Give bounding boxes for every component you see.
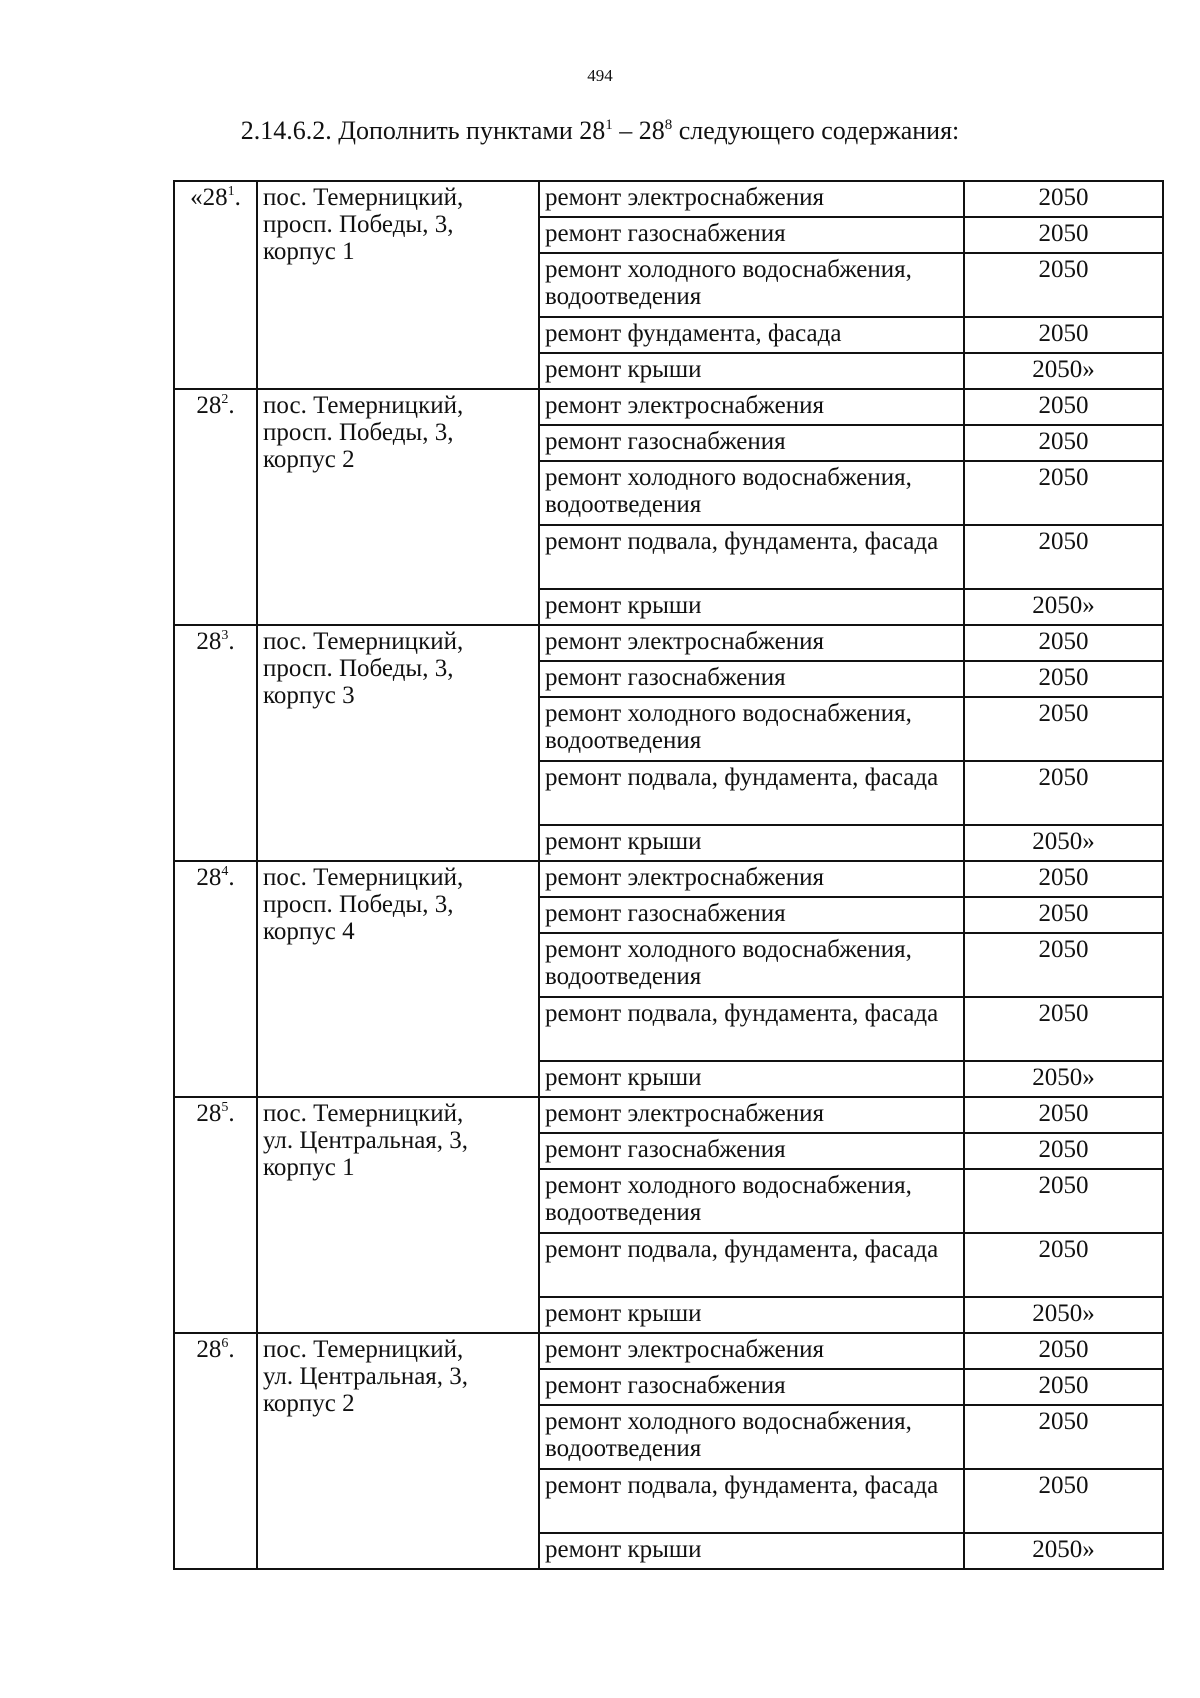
year-cell: 2050»	[964, 1061, 1163, 1097]
work-type-cell: ремонт электроснабжения	[539, 1333, 964, 1369]
work-type-cell: ремонт крыши	[539, 1061, 964, 1097]
work-type-cell: ремонт подвала, фундамента, фасада	[539, 761, 964, 825]
heading-sup-to: 8	[664, 117, 673, 133]
item-number: 28	[196, 864, 222, 891]
repair-schedule-table	[173, 180, 1164, 1570]
item-number-cell	[174, 625, 257, 861]
year-cell: 2050	[964, 1233, 1163, 1297]
item-number-cell	[174, 389, 257, 625]
work-type-cell: ремонт электроснабжения	[539, 625, 964, 661]
item-number-dot: .	[228, 392, 235, 419]
year-cell: 2050	[964, 1405, 1163, 1469]
work-type-cell: ремонт холодного водоснабжения, водоотведения	[539, 933, 964, 997]
work-type-cell: ремонт газоснабжения	[539, 661, 964, 697]
table-row	[174, 1333, 1163, 1369]
year-cell: 2050	[964, 933, 1163, 997]
year-cell: 2050	[964, 697, 1163, 761]
work-type-cell: ремонт газоснабжения	[539, 897, 964, 933]
work-type-cell: ремонт холодного водоснабжения, водоотведения	[539, 461, 964, 525]
year-cell: 2050	[964, 317, 1163, 353]
year-cell: 2050	[964, 461, 1163, 525]
item-number-superscript: 3	[221, 628, 229, 643]
year-cell: 2050	[964, 181, 1163, 217]
address-line: пос. Темерницкий,	[263, 864, 464, 891]
heading-suffix: следующего содержания:	[672, 116, 960, 145]
year-cell: 2050	[964, 761, 1163, 825]
item-number-superscript: 6	[221, 1336, 229, 1351]
address-line: пос. Темерницкий,	[263, 392, 464, 419]
year-cell: 2050	[964, 1169, 1163, 1233]
address-line: пос. Темерницкий,	[263, 184, 464, 211]
year-cell: 2050	[964, 625, 1163, 661]
year-cell: 2050»	[964, 825, 1163, 861]
item-number-cell	[174, 1333, 257, 1569]
work-type-cell: ремонт электроснабжения	[539, 181, 964, 217]
work-type-cell: ремонт подвала, фундамента, фасада	[539, 997, 964, 1061]
item-number-superscript: 2	[221, 392, 229, 407]
work-type-cell: ремонт газоснабжения	[539, 425, 964, 461]
year-cell: 2050	[964, 1333, 1163, 1369]
work-type-cell: ремонт холодного водоснабжения, водоотведения	[539, 1169, 964, 1233]
year-cell: 2050	[964, 389, 1163, 425]
year-cell: 2050	[964, 661, 1163, 697]
work-type-cell: ремонт холодного водоснабжения, водоотведения	[539, 253, 964, 317]
work-type-cell: ремонт электроснабжения	[539, 1097, 964, 1133]
address-cell	[257, 1097, 539, 1333]
work-type-cell: ремонт подвала, фундамента, фасада	[539, 1233, 964, 1297]
item-number: 28	[196, 1100, 222, 1127]
address-line: пос. Темерницкий,	[263, 1336, 464, 1363]
year-cell: 2050	[964, 861, 1163, 897]
address-cell	[257, 625, 539, 861]
address-line: просп. Победы, 3,	[263, 211, 454, 238]
address-line: ул. Центральная, 3,	[263, 1363, 469, 1390]
heading-prefix: 2.14.6.2. Дополнить пунктами 28	[240, 116, 606, 145]
year-cell: 2050	[964, 1097, 1163, 1133]
work-type-cell: ремонт газоснабжения	[539, 1369, 964, 1405]
work-type-cell: ремонт крыши	[539, 825, 964, 861]
work-type-cell: ремонт фундамента, фасада	[539, 317, 964, 353]
work-type-cell: ремонт холодного водоснабжения, водоотведения	[539, 1405, 964, 1469]
address-cell	[257, 389, 539, 625]
address-line: ул. Центральная, 3,	[263, 1127, 469, 1154]
address-cell	[257, 1333, 539, 1569]
item-number: 28	[196, 392, 222, 419]
work-type-cell: ремонт газоснабжения	[539, 1133, 964, 1169]
address-line: корпус 1	[263, 238, 355, 265]
work-type-cell: ремонт холодного водоснабжения, водоотведения	[539, 697, 964, 761]
work-type-cell: ремонт крыши	[539, 589, 964, 625]
address-cell	[257, 861, 539, 1097]
item-number-dot: .	[228, 628, 235, 655]
item-number-superscript: 1	[227, 184, 235, 199]
work-type-cell: ремонт подвала, фундамента, фасада	[539, 525, 964, 589]
item-number-dot: .	[234, 184, 241, 211]
work-type-cell: ремонт крыши	[539, 353, 964, 389]
year-cell: 2050»	[964, 353, 1163, 389]
year-cell: 2050	[964, 1369, 1163, 1405]
year-cell: 2050	[964, 1133, 1163, 1169]
address-line: просп. Победы, 3,	[263, 655, 454, 682]
address-cell	[257, 181, 539, 389]
item-number-superscript: 5	[221, 1100, 229, 1115]
item-number: 28	[196, 628, 222, 655]
address-line: пос. Темерницкий,	[263, 1100, 464, 1127]
address-line: корпус 2	[263, 446, 355, 473]
table-row	[174, 861, 1163, 897]
table-row	[174, 181, 1163, 217]
address-line: корпус 2	[263, 1390, 355, 1417]
heading-dash: – 28	[612, 116, 665, 145]
year-cell: 2050»	[964, 589, 1163, 625]
year-cell: 2050	[964, 253, 1163, 317]
heading-sup-from: 1	[605, 117, 613, 133]
year-cell: 2050	[964, 525, 1163, 589]
address-line: корпус 3	[263, 682, 355, 709]
year-cell: 2050	[964, 897, 1163, 933]
year-cell: 2050»	[964, 1297, 1163, 1333]
item-number-dot: .	[228, 1100, 235, 1127]
year-cell: 2050	[964, 1469, 1163, 1533]
work-type-cell: ремонт электроснабжения	[539, 389, 964, 425]
address-line: корпус 1	[263, 1154, 355, 1181]
work-type-cell: ремонт газоснабжения	[539, 217, 964, 253]
address-line: пос. Темерницкий,	[263, 628, 464, 655]
work-type-cell: ремонт электроснабжения	[539, 861, 964, 897]
section-heading	[0, 116, 1200, 146]
work-type-cell: ремонт крыши	[539, 1533, 964, 1569]
table-row	[174, 1097, 1163, 1133]
item-number: 28	[196, 1336, 222, 1363]
item-number-cell	[174, 1097, 257, 1333]
item-number-cell	[174, 181, 257, 389]
item-number-cell	[174, 861, 257, 1097]
item-number-superscript: 4	[221, 864, 229, 879]
year-cell: 2050	[964, 217, 1163, 253]
year-cell: 2050	[964, 997, 1163, 1061]
item-number: 28	[202, 184, 228, 211]
page-number: 494	[587, 66, 613, 85]
item-open-quote: «	[190, 184, 203, 211]
year-cell: 2050»	[964, 1533, 1163, 1569]
address-line: просп. Победы, 3,	[263, 419, 454, 446]
year-cell: 2050	[964, 425, 1163, 461]
item-number-dot: .	[228, 864, 235, 891]
address-line: просп. Победы, 3,	[263, 891, 454, 918]
work-type-cell: ремонт крыши	[539, 1297, 964, 1333]
work-type-cell: ремонт подвала, фундамента, фасада	[539, 1469, 964, 1533]
table-body	[174, 181, 1163, 1569]
address-line: корпус 4	[263, 918, 355, 945]
table-row	[174, 625, 1163, 661]
item-number-dot: .	[228, 1336, 235, 1363]
table-row	[174, 389, 1163, 425]
